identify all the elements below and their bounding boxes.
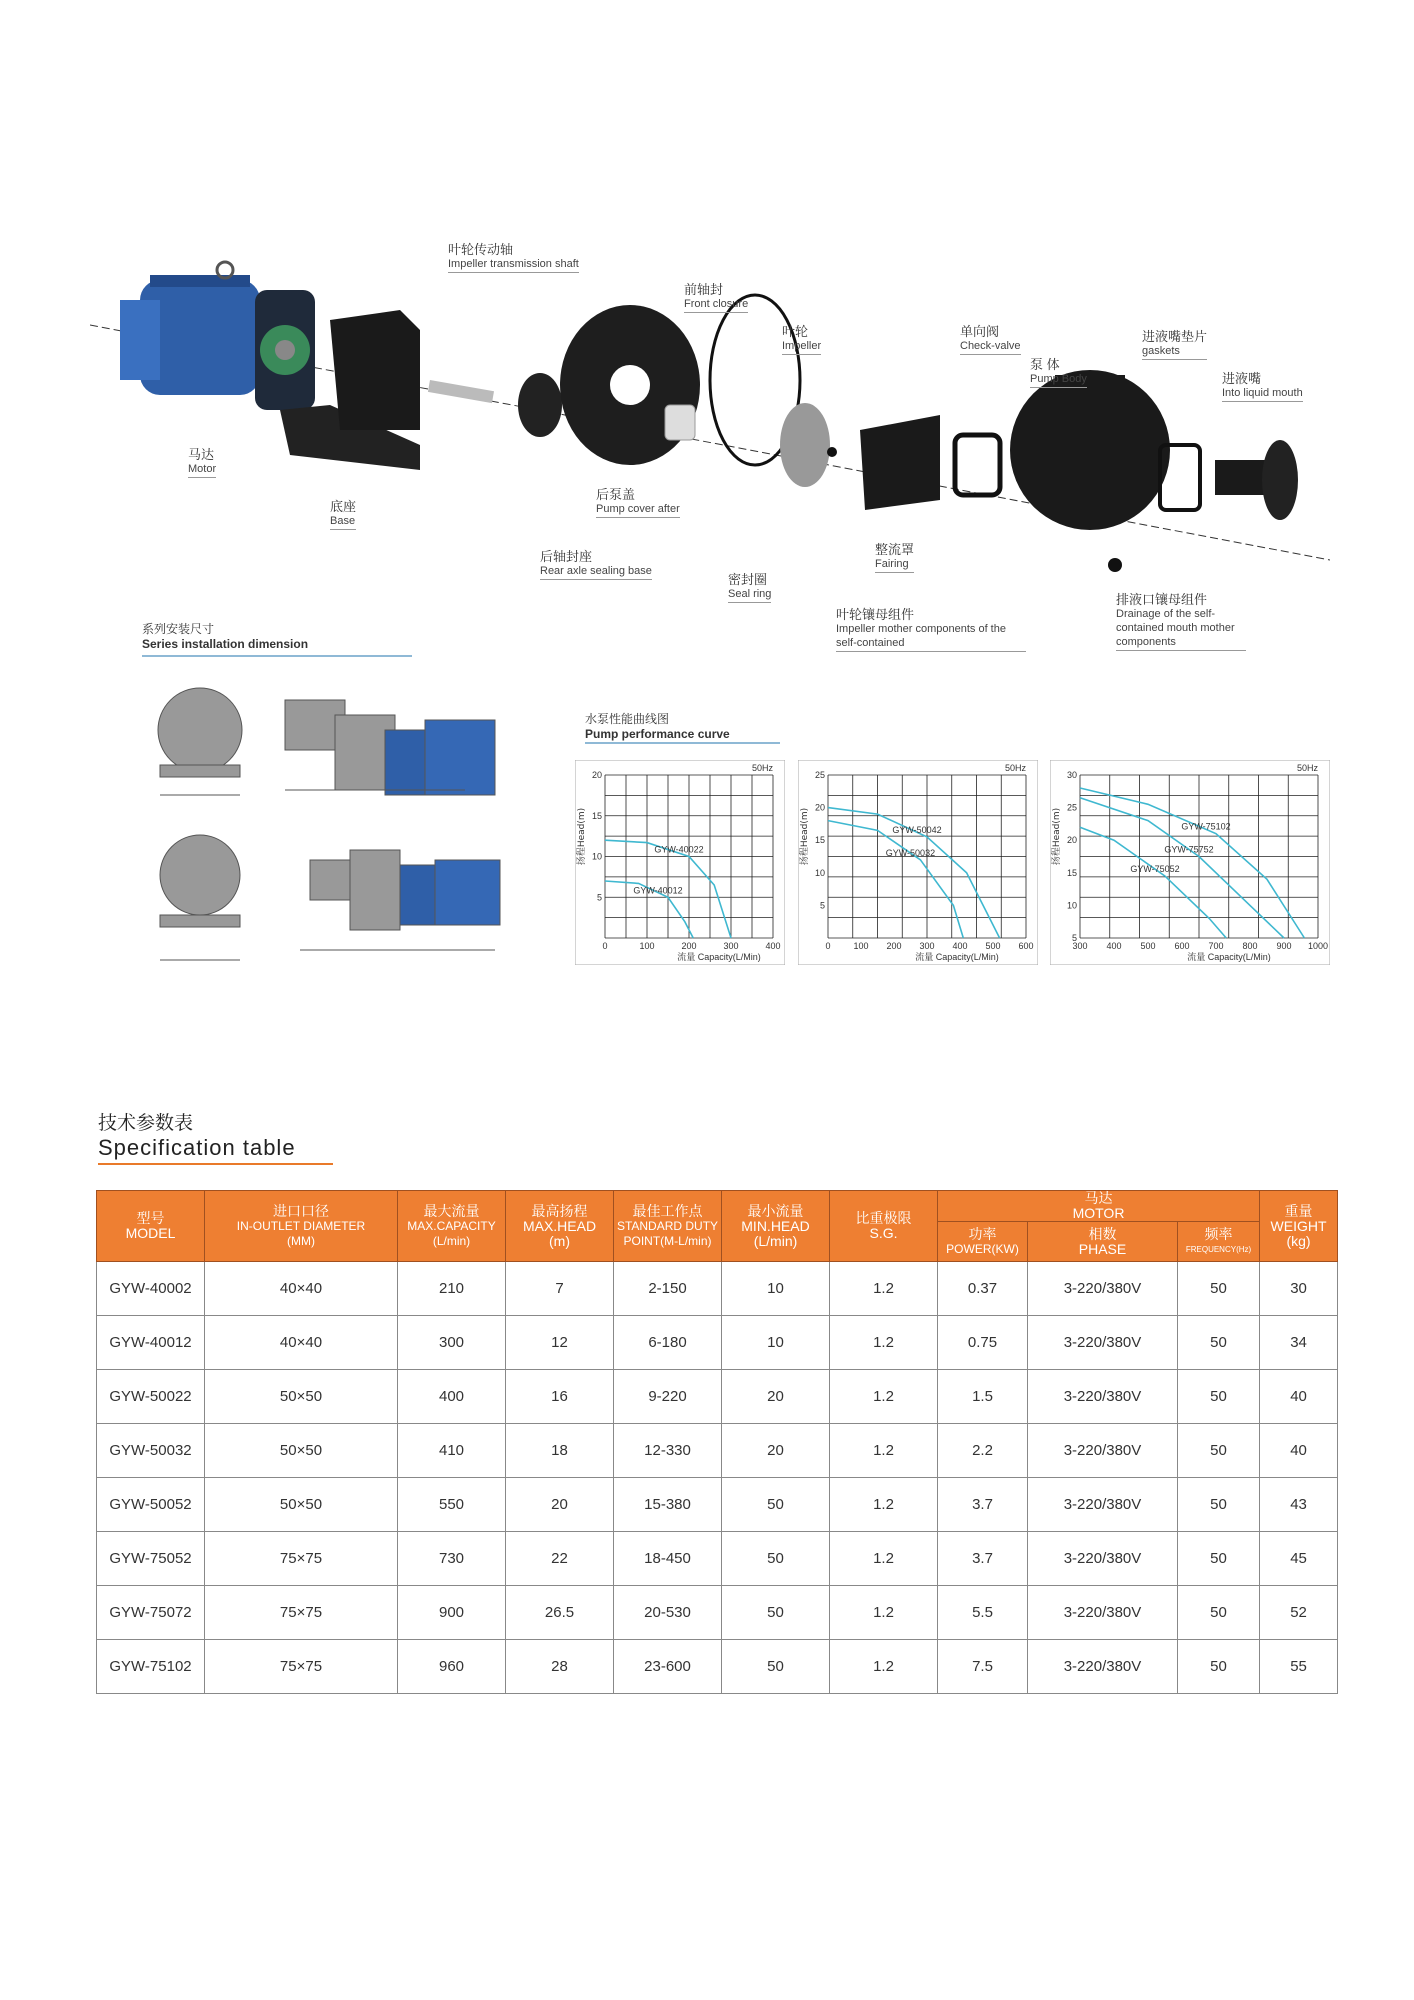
series-label: GYW-40022 <box>654 844 704 855</box>
table-cell: 20 <box>722 1424 830 1478</box>
series-label: GYW-75102 <box>1181 821 1231 832</box>
table-cell: GYW-75102 <box>97 1640 205 1694</box>
y-tick-label: 30 <box>1066 770 1077 780</box>
x-tick-label: 900 <box>1276 941 1292 951</box>
table-cell: 6-180 <box>614 1316 722 1370</box>
table-cell: 50 <box>1178 1262 1260 1316</box>
table-cell: 40 <box>1260 1424 1338 1478</box>
table-cell: 50 <box>722 1586 830 1640</box>
x-tick-label: 0 <box>602 941 608 951</box>
label-check-valve: 单向阀 Check-valve <box>960 325 1021 355</box>
table-cell: 50 <box>722 1640 830 1694</box>
header-sg: 比重极限 S.G. <box>830 1191 938 1262</box>
header-phase: 相数 PHASE <box>1028 1222 1178 1262</box>
table-cell: 3-220/380V <box>1028 1586 1178 1640</box>
series-label: GYW-75052 <box>1130 864 1180 875</box>
series-label: GYW-50032 <box>885 847 936 858</box>
y-tick-label: 5 <box>596 892 602 903</box>
table-cell: 210 <box>398 1262 506 1316</box>
table-cell: 2-150 <box>614 1262 722 1316</box>
y-tick-label: 15 <box>1066 867 1077 878</box>
y-tick-label: 25 <box>814 770 825 780</box>
table-cell: 2.2 <box>938 1424 1028 1478</box>
table-row <box>97 1424 1338 1478</box>
table-cell: 23-600 <box>614 1640 722 1694</box>
table-cell: 1.2 <box>830 1316 938 1370</box>
x-axis-label: 流量 Capacity(L/Min) <box>677 952 761 962</box>
x-tick-label: 300 <box>1072 941 1088 951</box>
x-tick-label: 400 <box>765 941 781 951</box>
y-tick-label: 10 <box>1066 900 1077 911</box>
y-tick-label: 5 <box>1071 933 1077 943</box>
freq-label: 50Hz <box>1296 763 1318 773</box>
table-cell: 75×75 <box>205 1532 398 1586</box>
table-cell: 45 <box>1260 1532 1338 1586</box>
table-row <box>97 1370 1338 1424</box>
table-cell: 550 <box>398 1478 506 1532</box>
table-cell: GYW-50022 <box>97 1370 205 1424</box>
header-frequency: 频率 FREQUENCY(Hz) <box>1178 1222 1260 1262</box>
x-axis-label: 流量 Capacity(L/Min) <box>1187 952 1271 962</box>
table-cell: 3-220/380V <box>1028 1316 1178 1370</box>
x-tick-label: 100 <box>853 941 869 951</box>
table-cell: 26.5 <box>506 1586 614 1640</box>
table-cell: 0.75 <box>938 1316 1028 1370</box>
label-front-closure: 前轴封 Front closure <box>684 283 748 313</box>
table-cell: 50 <box>1178 1316 1260 1370</box>
table-cell: 300 <box>398 1316 506 1370</box>
y-axis-label: 扬程Head(m) <box>800 807 810 866</box>
table-cell: 75×75 <box>205 1586 398 1640</box>
label-impeller-shaft: 叶轮传动轴 Impeller transmission shaft <box>448 243 579 273</box>
freq-label: 50Hz <box>1004 763 1026 773</box>
table-cell: 40×40 <box>205 1262 398 1316</box>
x-axis-label: 流量 Capacity(L/Min) <box>915 952 999 962</box>
table-cell: 1.2 <box>830 1586 938 1640</box>
y-tick-label: 20 <box>591 770 602 780</box>
table-cell: 50 <box>1178 1370 1260 1424</box>
table-cell: 900 <box>398 1586 506 1640</box>
table-cell: 50 <box>1178 1586 1260 1640</box>
table-cell: 50 <box>1178 1478 1260 1532</box>
header-max-head: 最高扬程 MAX.HEAD (m) <box>506 1191 614 1262</box>
label-motor: 马达 Motor <box>188 448 216 478</box>
performance-chart-40 <box>575 760 785 965</box>
table-cell: 1.5 <box>938 1370 1028 1424</box>
table-cell: 50×50 <box>205 1478 398 1532</box>
table-cell: 50 <box>1178 1532 1260 1586</box>
header-power: 功率 POWER(KW) <box>938 1222 1028 1262</box>
table-cell: 16 <box>506 1370 614 1424</box>
table-row <box>97 1262 1338 1316</box>
label-pump-cover: 后泵盖 Pump cover after <box>596 488 680 518</box>
table-cell: 9-220 <box>614 1370 722 1424</box>
x-tick-label: 0 <box>825 941 831 951</box>
label-rear-sealing-base: 后轴封座 Rear axle sealing base <box>540 550 652 580</box>
table-cell: 0.37 <box>938 1262 1028 1316</box>
table-cell: 15-380 <box>614 1478 722 1532</box>
series-label: GYW-40012 <box>633 885 683 896</box>
table-cell: 5.5 <box>938 1586 1028 1640</box>
table-cell: 10 <box>722 1262 830 1316</box>
table-cell: 3-220/380V <box>1028 1424 1178 1478</box>
table-cell: 50 <box>722 1478 830 1532</box>
table-cell: 3.7 <box>938 1478 1028 1532</box>
label-gaskets: 进液嘴垫片 gaskets <box>1142 330 1207 360</box>
table-cell: GYW-50052 <box>97 1478 205 1532</box>
table-cell: 12-330 <box>614 1424 722 1478</box>
table-row <box>97 1532 1338 1586</box>
install-title-underline <box>142 655 412 657</box>
table-cell: 1.2 <box>830 1370 938 1424</box>
header-capacity: 最大流量 MAX.CAPACITY (L/min) <box>398 1191 506 1262</box>
label-fairing: 整流罩 Fairing <box>875 543 914 573</box>
table-cell: GYW-75072 <box>97 1586 205 1640</box>
x-tick-label: 1000 <box>1307 941 1329 951</box>
curve-title-underline <box>585 742 780 744</box>
table-cell: 20 <box>506 1478 614 1532</box>
freq-label: 50Hz <box>751 763 773 773</box>
series-label: GYW-50042 <box>892 824 942 835</box>
table-cell: 20-530 <box>614 1586 722 1640</box>
installation-drawings <box>150 670 550 980</box>
y-tick-label: 20 <box>814 802 825 813</box>
table-cell: 50 <box>1178 1640 1260 1694</box>
table-cell: 1.2 <box>830 1424 938 1478</box>
x-tick-label: 600 <box>1018 941 1034 951</box>
label-liquid-mouth: 进液嘴 Into liquid mouth <box>1222 372 1303 402</box>
y-tick-label: 15 <box>814 835 825 846</box>
y-tick-label: 10 <box>814 867 825 878</box>
table-cell: 1.2 <box>830 1262 938 1316</box>
y-tick-label: 10 <box>591 851 602 862</box>
table-cell: 410 <box>398 1424 506 1478</box>
spec-table <box>96 1190 1338 1694</box>
header-model: 型号 MODEL <box>97 1191 205 1262</box>
x-tick-label: 400 <box>952 941 968 951</box>
table-cell: 18 <box>506 1424 614 1478</box>
table-cell: 75×75 <box>205 1640 398 1694</box>
table-cell: 50 <box>1178 1424 1260 1478</box>
table-cell: 40×40 <box>205 1316 398 1370</box>
header-duty-point: 最佳工作点 STANDARD DUTY POINT(M-L/min) <box>614 1191 722 1262</box>
label-impeller-mother: 叶轮镶母组件 Impeller mother components of the self-contained <box>836 608 1026 652</box>
table-cell: 22 <box>506 1532 614 1586</box>
table-cell: 55 <box>1260 1640 1338 1694</box>
table-cell: 1.2 <box>830 1532 938 1586</box>
table-cell: 3.7 <box>938 1532 1028 1586</box>
label-seal-ring: 密封圈 Seal ring <box>728 573 771 603</box>
table-cell: GYW-40012 <box>97 1316 205 1370</box>
x-tick-label: 700 <box>1208 941 1224 951</box>
install-title: 系列安装尺寸 Series installation dimension <box>142 622 309 651</box>
table-cell: 52 <box>1260 1586 1338 1640</box>
y-tick-label: 20 <box>1066 835 1077 846</box>
x-tick-label: 300 <box>723 941 739 951</box>
spec-title-underline <box>98 1163 333 1165</box>
table-cell: GYW-50032 <box>97 1424 205 1478</box>
table-cell: 3-220/380V <box>1028 1640 1178 1694</box>
x-tick-label: 500 <box>985 941 1001 951</box>
table-cell: 3-220/380V <box>1028 1262 1178 1316</box>
table-cell: 43 <box>1260 1478 1338 1532</box>
y-tick-label: 25 <box>1066 802 1077 813</box>
x-tick-label: 500 <box>1140 941 1156 951</box>
curve-title: 水泵性能曲线图 Pump performance curve <box>585 712 730 741</box>
table-row <box>97 1640 1338 1694</box>
x-tick-label: 200 <box>886 941 902 951</box>
label-impeller: 叶轮 Impeller <box>782 325 821 355</box>
table-row <box>97 1316 1338 1370</box>
table-cell: GYW-40002 <box>97 1262 205 1316</box>
table-cell: 7.5 <box>938 1640 1028 1694</box>
table-cell: 400 <box>398 1370 506 1424</box>
table-cell: 960 <box>398 1640 506 1694</box>
spec-title: 技术参数表 Specification table <box>98 1113 296 1160</box>
table-cell: 34 <box>1260 1316 1338 1370</box>
motor-part <box>120 262 315 410</box>
table-cell: 40 <box>1260 1370 1338 1424</box>
header-diameter: 进口口径 IN-OUTLET DIAMETER (MM) <box>205 1191 398 1262</box>
y-axis-label: 扬程Head(m) <box>1052 807 1062 866</box>
table-cell: 50×50 <box>205 1370 398 1424</box>
table-row <box>97 1478 1338 1532</box>
label-drainage: 排液口镶母组件 Drainage of the self-contained mouth mother components <box>1116 593 1246 651</box>
label-pump-body: 泵 体 Pump Body <box>1030 358 1087 388</box>
table-cell: 3-220/380V <box>1028 1478 1178 1532</box>
table-cell: 3-220/380V <box>1028 1532 1178 1586</box>
x-tick-label: 300 <box>919 941 935 951</box>
table-cell: 18-450 <box>614 1532 722 1586</box>
x-tick-label: 200 <box>681 941 697 951</box>
performance-chart-75 <box>1050 760 1330 965</box>
x-tick-label: 100 <box>639 941 655 951</box>
series-label: GYW-75752 <box>1164 844 1214 855</box>
header-motor: 马达 MOTOR <box>938 1191 1260 1222</box>
table-cell: 3-220/380V <box>1028 1370 1178 1424</box>
x-tick-label: 400 <box>1106 941 1122 951</box>
table-cell: GYW-75052 <box>97 1532 205 1586</box>
x-tick-label: 600 <box>1174 941 1190 951</box>
table-cell: 50×50 <box>205 1424 398 1478</box>
table-cell: 30 <box>1260 1262 1338 1316</box>
table-cell: 20 <box>722 1370 830 1424</box>
table-row <box>97 1586 1338 1640</box>
table-cell: 1.2 <box>830 1478 938 1532</box>
performance-chart-50 <box>798 760 1038 965</box>
y-tick-label: 15 <box>591 810 602 821</box>
header-min-head: 最小流量 MIN.HEAD (L/min) <box>722 1191 830 1262</box>
table-cell: 1.2 <box>830 1640 938 1694</box>
label-base: 底座 Base <box>330 500 356 530</box>
y-tick-label: 5 <box>819 900 825 911</box>
table-cell: 730 <box>398 1532 506 1586</box>
table-cell: 12 <box>506 1316 614 1370</box>
y-axis-label: 扬程Head(m) <box>577 807 587 866</box>
table-cell: 10 <box>722 1316 830 1370</box>
table-cell: 28 <box>506 1640 614 1694</box>
table-cell: 7 <box>506 1262 614 1316</box>
x-tick-label: 800 <box>1242 941 1258 951</box>
table-cell: 50 <box>722 1532 830 1586</box>
header-weight: 重量 WEIGHT (kg) <box>1260 1191 1338 1262</box>
